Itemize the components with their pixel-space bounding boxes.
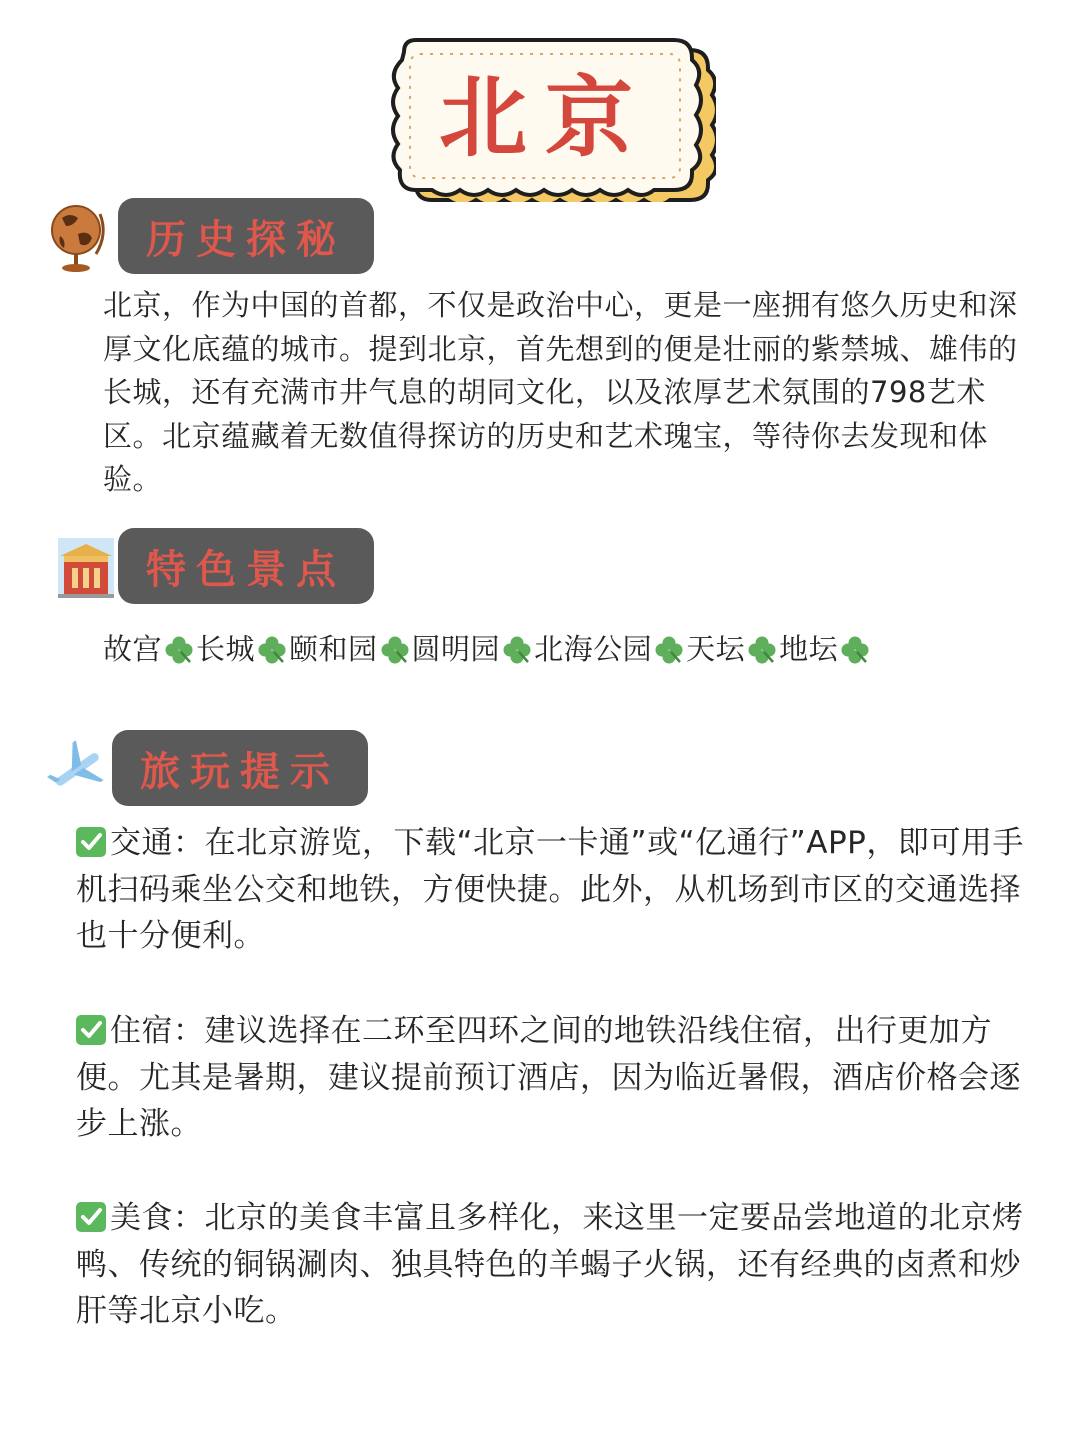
four-leaf-clover-icon — [379, 634, 411, 666]
palace-building-icon — [54, 530, 118, 604]
title-badge — [380, 36, 716, 202]
tip-text: 建议选择在二环至四环之间的地铁沿线住宿，出行更加方便。尤其是暑期，建议提前预订酒店，因为临近暑假，酒店价格会逐步上涨。 — [76, 1013, 1021, 1142]
spots-list — [103, 628, 1043, 672]
globe-icon — [48, 200, 112, 274]
tip-transport — [76, 820, 1026, 960]
four-leaf-clover-icon — [163, 634, 195, 666]
history-paragraph: 北京，作为中国的首都，不仅是政治中心，更是一座拥有悠久历史和深厚文化底蕴的城市。提到北京，首先想到的便是壮丽的紫禁城、雄伟的长城，还有充满市井气息的胡同文化，以及浓厚艺术氛围的798艺术区。北京蕴藏着无数值得探访的历史和艺术瑰宝，等待你去发现和体验。 — [103, 288, 1018, 496]
airplane-icon — [46, 732, 108, 806]
spot-item: 天坛 — [686, 632, 746, 666]
four-leaf-clover-icon — [839, 634, 871, 666]
four-leaf-clover-icon — [653, 634, 685, 666]
spot-item: 故宫 — [103, 632, 163, 666]
spot-item: 颐和园 — [289, 632, 378, 666]
tip-label: 美食： — [110, 1200, 205, 1236]
tip-food — [76, 1195, 1026, 1335]
tip-text: 北京的美食丰富且多样化，来这里一定要品尝地道的北京烤鸭、传统的铜锅涮肉、独具特色的羊蝎子火锅，还有经典的卤煮和炒肝等北京小吃。 — [76, 1200, 1024, 1329]
page-title: 北京 — [438, 66, 651, 169]
four-leaf-clover-icon — [501, 634, 533, 666]
spot-item: 长城 — [196, 632, 256, 666]
section-heading-spots: 特色景点 — [118, 528, 374, 604]
check-mark-button-icon — [76, 827, 106, 857]
tip-label: 交通： — [110, 825, 205, 861]
check-mark-button-icon — [76, 1015, 106, 1045]
section-heading-tips: 旅玩提示 — [112, 730, 368, 806]
section-header-history — [48, 198, 378, 278]
tip-label: 住宿： — [110, 1013, 205, 1049]
section-heading-history: 历史探秘 — [118, 198, 374, 274]
section-header-spots — [48, 528, 378, 608]
tip-text: 在北京游览，下载“北京一卡通”或“亿通行”APP，即可用手机扫码乘坐公交和地铁，方便快捷。此外，从机场到市区的交通选择也十分便利。 — [76, 825, 1024, 954]
four-leaf-clover-icon — [746, 634, 778, 666]
spot-item: 北海公园 — [534, 632, 653, 666]
tip-lodging — [76, 1008, 1026, 1148]
spot-item: 圆明园 — [411, 632, 501, 666]
section-header-tips — [46, 730, 376, 810]
four-leaf-clover-icon — [256, 634, 288, 666]
spot-item: 地坛 — [779, 632, 839, 666]
check-mark-button-icon — [76, 1202, 106, 1232]
